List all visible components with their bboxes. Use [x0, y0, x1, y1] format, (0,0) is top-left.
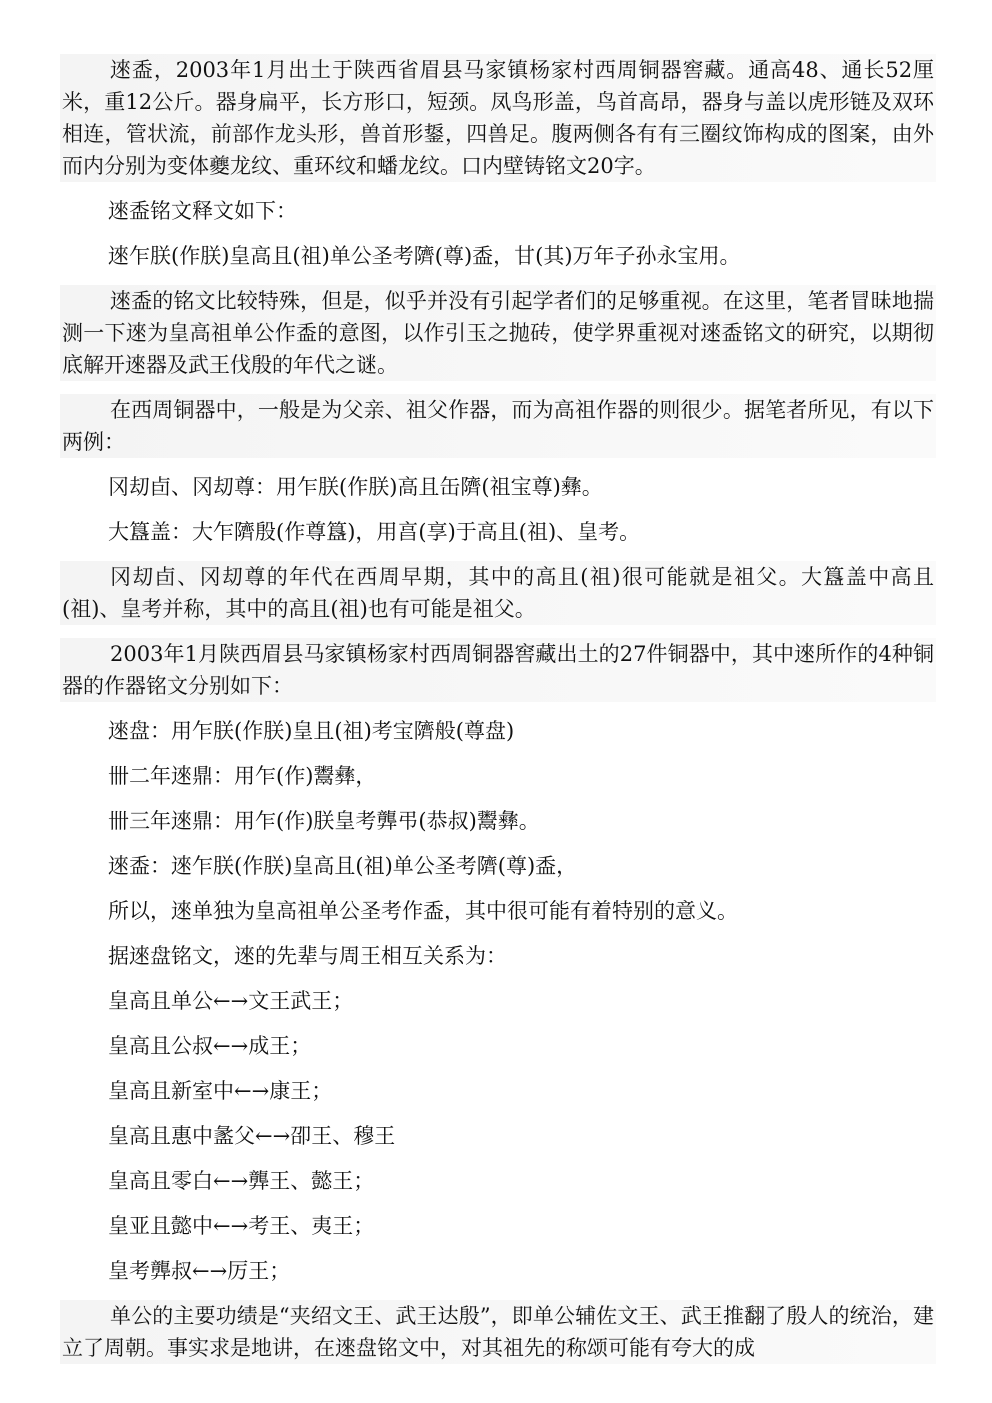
paragraph-conclusion: 所以，逨单独为皇高祖单公圣考作盉，其中很可能有着特别的意义。	[108, 899, 738, 923]
document-page	[60, 54, 936, 1377]
example-line-1: 冈刧卣、冈刧尊：用乍朕(作朕)高且缶隮(祖宝尊)彝。	[108, 475, 603, 499]
paragraph-example-dating: 冈刧卣、冈刧尊的年代在西周早期，其中的高且(祖)很可能就是祖父。大簋盖中高且(祖)、皇考并称，其中的高且(祖)也有可能是祖父。	[60, 561, 936, 625]
lineage-line-7: 皇考龏叔←→厉王；	[108, 1259, 291, 1283]
bronze-inscription-3: 卌三年逨鼎：用乍(作)朕皇考龏弔(恭叔)鬻彝。	[108, 809, 540, 833]
paragraph-shan-gong: 单公的主要功绩是“夹绍文王、武王达殷”，即单公辅佐文王、武王推翻了殷人的统治，建立了周朝。事实求是地讲，在逨盘铭文中，对其祖先的称颂可能有夸大的成	[60, 1300, 936, 1364]
bronze-inscription-4: 逨盉：逨乍朕(作朕)皇高且(祖)单公圣考隮(尊)盉，	[108, 854, 578, 878]
lineage-line-2: 皇高且公叔←→成王；	[108, 1034, 312, 1058]
lineage-line-5: 皇高且零白←→龏王、懿王；	[108, 1169, 375, 1193]
lineage-line-1: 皇高且单公←→文王武王；	[108, 989, 354, 1013]
paragraph-analysis: 逨盉的铭文比较特殊，但是，似乎并没有引起学者们的足够重视。在这里，笔者冒昧地揣测一下逨为皇高祖单公作盉的意图，以作引玉之抛砖，使学界重视对逨盉铭文的研究，以期彻底解开逨器及武王伐殷的年代之谜。	[60, 285, 936, 381]
lineage-line-3: 皇高且新室中←→康王；	[108, 1079, 333, 1103]
paragraph-examples-intro: 在西周铜器中，一般是为父亲、祖父作器，而为高祖作器的则很少。据笔者所见，有以下两例：	[60, 394, 936, 458]
paragraph-intro: 逨盉，2003年1月出土于陕西省眉县马家镇杨家村西周铜器窖藏。通高48、通长52厘米，重12公斤。器身扁平，长方形口，短颈。凤鸟形盖，鸟首高昂，器身与盖以虎形链及双环相连，管状流，前部作龙头形，兽首形鋬，四兽足。腹两侧各有有三圈纹饰构成的图案，由外而内分别为变体夔龙纹、重环纹和蟠龙纹。口内壁铸铭文20字。	[60, 54, 936, 182]
paragraph-hoard: 2003年1月陕西眉县马家镇杨家村西周铜器窖藏出土的27件铜器中，其中逨所作的4种铜器的作器铭文分别如下：	[60, 638, 936, 702]
paragraph-inscription-text: 逨乍朕(作朕)皇高且(祖)单公圣考隮(尊)盉，甘(其)万年子孙永宝用。	[108, 244, 741, 268]
paragraph-lineage-intro: 据逨盘铭文，逨的先辈与周王相互关系为：	[108, 944, 507, 968]
example-line-2: 大簋盖：大乍隮殷(作尊簋)，用亯(享)于高且(祖)、皇考。	[108, 520, 641, 544]
paragraph-inscription-heading: 逨盉铭文释文如下：	[108, 199, 297, 223]
bronze-inscription-2: 卌二年逨鼎：用乍(作)鬻彝，	[108, 764, 377, 788]
lineage-line-4: 皇高且惠中盠父←→卲王、穆王	[108, 1124, 396, 1148]
bronze-inscription-1: 逨盘：用乍朕(作朕)皇且(祖)考宝隮般(尊盘)	[108, 719, 515, 743]
lineage-line-6: 皇亚且懿中←→考王、夷王；	[108, 1214, 375, 1238]
